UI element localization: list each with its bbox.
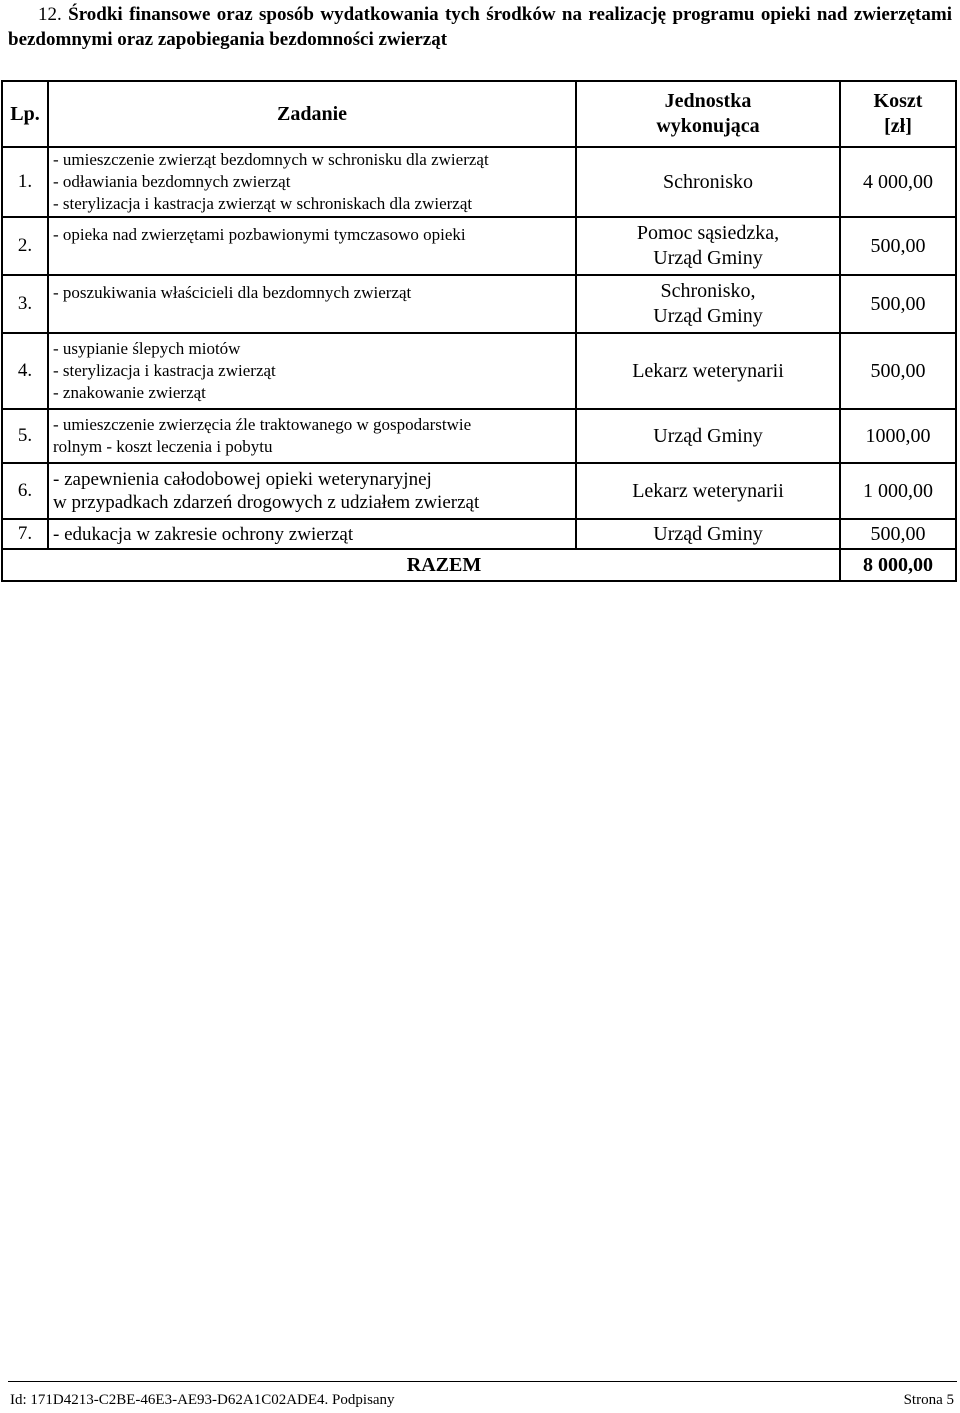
document-id: Id: 171D4213-C2BE-46E3-AE93-D62A1C02ADE4. Podpisany	[10, 1392, 395, 1408]
row-unit	[576, 147, 840, 217]
unit-line: Urząd Gminy	[653, 424, 763, 447]
header-task: Zadanie	[48, 81, 576, 147]
header-unit-line1: Jednostka	[664, 90, 752, 112]
budget-table	[1, 80, 957, 582]
section-heading	[8, 2, 952, 52]
row-unit	[576, 519, 840, 549]
header-cost-line1: Koszt	[873, 90, 923, 112]
total-value: 8 000,00	[840, 549, 956, 581]
row-task	[48, 147, 576, 217]
task-line: - edukacja w zakresie ochrony zwierząt	[53, 523, 354, 545]
row-lp: 4.	[2, 333, 48, 409]
page-number: Strona 5	[903, 1392, 954, 1408]
total-label: RAZEM	[2, 549, 840, 581]
row-task	[48, 333, 576, 409]
table-row	[2, 217, 956, 275]
task-line: - poszukiwania właścicieli dla bezdomnych zwierząt	[53, 283, 412, 302]
task-line: - znakowanie zwierząt	[53, 383, 206, 402]
unit-line: Urząd Gminy	[653, 305, 763, 327]
table-row	[2, 409, 956, 463]
row-task	[48, 217, 576, 275]
task-line: rolnym - koszt leczenia i pobytu	[53, 437, 273, 456]
row-lp: 3.	[2, 275, 48, 333]
row-lp: 6.	[2, 463, 48, 519]
row-lp: 1.	[2, 147, 48, 217]
table-row	[2, 333, 956, 409]
task-line: - umieszczenie zwierząt bezdomnych w schronisku dla zwierząt	[53, 150, 489, 169]
unit-line: Urząd Gminy	[653, 247, 763, 269]
unit-line: Pomoc sąsiedzka,	[636, 222, 780, 244]
table-row	[2, 463, 956, 519]
row-task	[48, 519, 576, 549]
row-cost: 500,00	[840, 217, 956, 275]
task-line: - sterylizacja i kastracja zwierząt w schroniskach dla zwierząt	[53, 194, 473, 213]
header-cost	[840, 81, 956, 147]
row-unit	[576, 463, 840, 519]
table-row	[2, 275, 956, 333]
row-unit	[576, 275, 840, 333]
row-cost: 500,00	[840, 275, 956, 333]
row-cost: 500,00	[840, 333, 956, 409]
row-unit	[576, 217, 840, 275]
unit-line: Schronisko,	[660, 280, 756, 302]
row-lp: 5.	[2, 409, 48, 463]
row-cost: 4 000,00	[840, 147, 956, 217]
table-header-row	[2, 81, 956, 147]
total-row	[2, 549, 956, 581]
task-line: - zapewnienia całodobowej opieki weterynaryjnej	[53, 469, 432, 490]
task-line: - sterylizacja i kastracja zwierząt	[53, 361, 276, 380]
row-cost: 1 000,00	[840, 463, 956, 519]
unit-line: Lekarz weterynarii	[632, 479, 784, 502]
row-lp: 2.	[2, 217, 48, 275]
row-task	[48, 409, 576, 463]
row-cost: 1000,00	[840, 409, 956, 463]
table-row	[2, 519, 956, 549]
unit-line: Lekarz weterynarii	[632, 359, 784, 382]
table-row	[2, 147, 956, 217]
task-line: - odławiania bezdomnych zwierząt	[53, 172, 291, 191]
task-line: - umieszczenie zwierzęcia źle traktowanego w gospodarstwie	[53, 415, 472, 434]
task-line: w przypadkach zdarzeń drogowych z udziałem zwierząt	[53, 492, 480, 513]
header-unit	[576, 81, 840, 147]
task-line: - usypianie ślepych miotów	[53, 339, 241, 358]
row-unit	[576, 333, 840, 409]
unit-line: Urząd Gminy	[653, 522, 763, 545]
section-number: 12.	[38, 4, 62, 25]
header-lp: Lp.	[2, 81, 48, 147]
task-line: - opieka nad zwierzętami pozbawionymi tymczasowo opieki	[53, 225, 466, 244]
section-title: Środki finansowe oraz sposób wydatkowania tych środków na realizację programu opieki nad zwierzętami bezdomnymi oraz zapobiegania bezdomności zwierząt	[8, 4, 952, 50]
row-task	[48, 275, 576, 333]
header-cost-line2: [zł]	[884, 115, 912, 137]
unit-line: Schronisko	[663, 170, 753, 193]
footer-divider	[8, 1381, 957, 1382]
row-cost: 500,00	[840, 519, 956, 549]
row-unit	[576, 409, 840, 463]
row-task	[48, 463, 576, 519]
header-unit-line2: wykonująca	[656, 115, 760, 137]
row-lp: 7.	[2, 519, 48, 549]
